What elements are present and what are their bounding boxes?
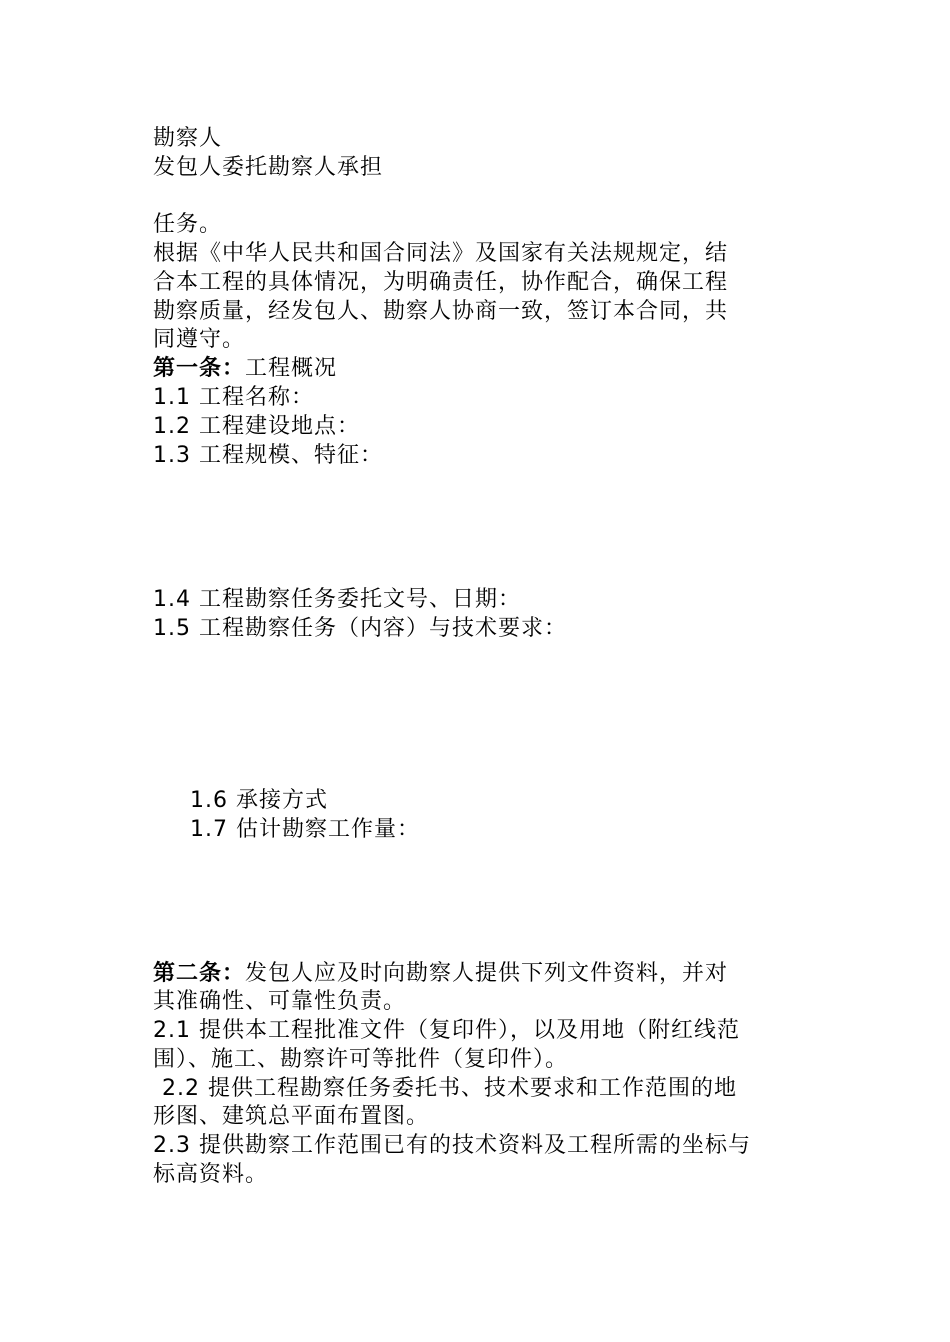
article2-title-line-2: 其准确性、可靠性负责。 <box>153 989 407 1014</box>
article1-heading-row <box>153 355 337 383</box>
article1-title: 工程概况 <box>245 356 338 381</box>
article1-item-1-7: 1.7 估计勘察工作量： <box>190 817 420 842</box>
task-line: 任务。 <box>153 212 223 237</box>
intro-line-1: 根据《中华人民共和国合同法》及国家有关法规规定，结 <box>153 241 729 266</box>
article1-item-1-1: 1.1 工程名称： <box>153 385 314 410</box>
article2-item-2-2-a: 2.2 提供工程勘察任务委托书、技术要求和工作范围的地 <box>162 1076 737 1101</box>
article2-item-2-1-a: 2.1 提供本工程批准文件（复印件），以及用地（附红线范 <box>153 1018 740 1043</box>
article2-heading-row <box>153 960 728 988</box>
article2-title-line-1: 发包人应及时向勘察人提供下列文件资料，并对 <box>245 961 729 986</box>
article1-item-1-5: 1.5 工程勘察任务（内容）与技术要求： <box>153 616 567 641</box>
article2-item-2-3-b: 标高资料。 <box>153 1162 269 1187</box>
party-label: 勘察人 <box>153 126 223 151</box>
article1-item-1-6: 1.6 承接方式 <box>190 788 328 813</box>
article1-heading: 第一条： <box>153 356 246 381</box>
intro-line-3: 勘察质量，经发包人、勘察人协商一致，签订本合同，共 <box>153 299 729 324</box>
intro-line-2: 合本工程的具体情况，为明确责任，协作配合，确保工程 <box>153 270 729 295</box>
article2-heading: 第二条： <box>153 961 246 986</box>
entrust-line: 发包人委托勘察人承担 <box>153 155 384 180</box>
article1-item-1-3: 1.3 工程规模、特征： <box>153 443 383 468</box>
article2-item-2-3-a: 2.3 提供勘察工作范围已有的技术资料及工程所需的坐标与 <box>153 1133 751 1158</box>
article1-item-1-4: 1.4 工程勘察任务委托文号、日期： <box>153 587 521 612</box>
article1-item-1-2: 1.2 工程建设地点： <box>153 414 360 439</box>
intro-line-4: 同遵守。 <box>153 327 246 352</box>
article2-item-2-1-b: 围）、施工、勘察许可等批件（复印件）。 <box>153 1047 569 1072</box>
article2-item-2-2-b: 形图、建筑总平面布置图。 <box>153 1104 430 1129</box>
